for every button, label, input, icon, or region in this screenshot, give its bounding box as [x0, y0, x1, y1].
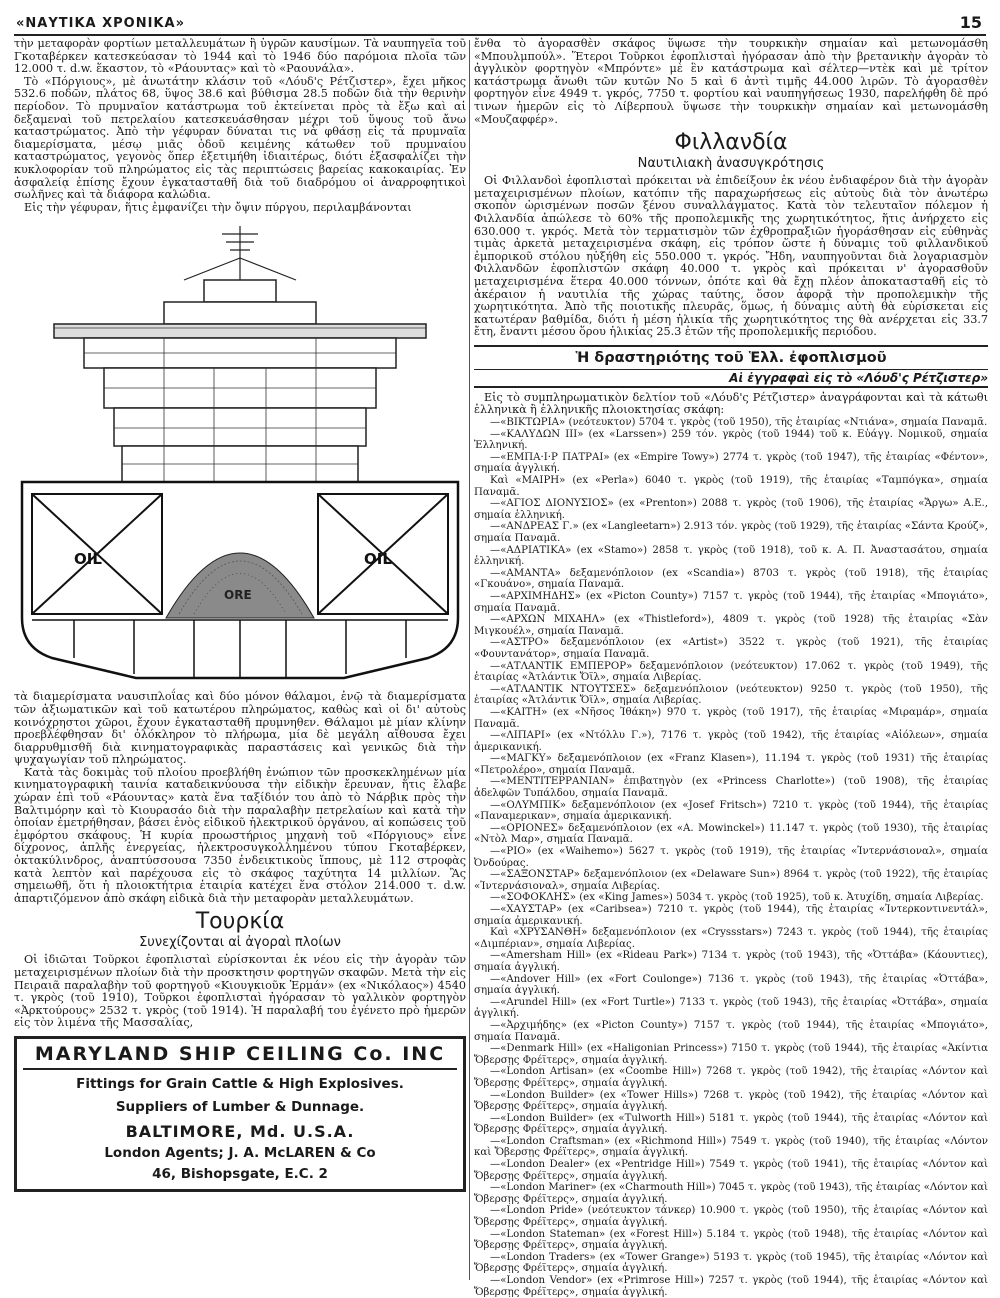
- ship-register-entry: —«ΒΙΚΤΩΡΙΑ» (νεότευκτον) 5704 τ. γκρὸς (τοῦ 1950), τῆς ἑταιρίας «Ντιάνα», σημαία Παναμᾶ.: [490, 417, 988, 429]
- ship-register-entry: —«ΚΑΙΤΗ» (ex «Νῆσος Ἰθάκη») 970 τ. γκρὸς (τοῦ 1917), τῆς ἑταιρίας «Μιραμάρ», σημαία Παναμᾶ.: [474, 706, 988, 730]
- ship-register-entry: —«ΧΑΥΣΤΑΡ» (ex «Caribsea») 7210 τ. γκρὸς (τοῦ 1944), τῆς ἑταιρίας «Ἰντερκοντινεντάλ», σημαία ἀμερικανική.: [474, 904, 988, 927]
- ship-register-entry: —«London Artisan» (ex «Coombe Hill») 7268 τ. γκρὸς (τοῦ 1942), τῆς ἑταιρίας «Λόντον καὶ Ὄβερσῃς Φρέϊτερς», σημαία ἀγγλική.: [474, 1066, 988, 1089]
- ship-register-entry: —«ΑΡΧΩΝ ΜΙΧΑΗΛ» (ex «Thistleford»), 4809 τ. γκρὸς (τοῦ 1928) τῆς ἑταιρίας «Σὰν Μιγκουέλ», σημαία Παναμᾶ.: [474, 614, 988, 637]
- ship-register-entry: —«ΟΛΥΜΠΙΚ» δεξαμενόπλοιον (ex «Josef Fritsch») 7210 τ. γκρὸς (τοῦ 1944), τῆς ἑταιρίας «Παναμερικαν», σημαία ἀμερικανική.: [474, 799, 988, 823]
- ship-register-entry: —«Amersham Hill» (ex «Rideau Park») 7134 τ. γκρὸς (τοῦ 1943), τῆς «Ὀττάβα» (Κάουντιες), σημαία ἀγγλική.: [474, 950, 988, 973]
- oil-label-left: OIL: [74, 550, 102, 569]
- ship-register-entry: —«London Builder» (ex «Tulworth Hill») 5181 τ. γκρὸς (τοῦ 1944), τῆς ἑταιρίας «Λόντον καὶ Ὄβερσῃς Φρέϊτερς», σημαία ἀγγλική.: [474, 1112, 988, 1136]
- ship-register-entry: Καὶ «ΧΡΥΣΑΝΘΗ» δεξαμενόπλοιον (ex «Cryssstars») 7243 τ. γκρὸς (τοῦ 1944), τῆς ἑταιρίας «Διμπέριαν», σημαία Λιβερίας.: [474, 927, 988, 950]
- article-paragraph: τὰ διαμερίσματα ναυσιπλοΐας καὶ δύο μόνον θάλαμοι, ἐνῷ τὰ διαμερίσματα τῶν ἀξιωματικῶν καὶ τοῦ κατωτέρου πληρώματος, καθὼς καὶ οἱ δι' αὐτοὺς κοινόχρηστοι χῶροι, ἔχουν ἐγκατασταθῆ πρυμνηθεν. Θάλαμοι μὲ μίαν κλίνην προεβλέφθησαν δι' ὁλόκληρον τὸ πλήρωμα, μία δὲ μεγάλη αἴθουσα ἔχει διαρρυθμισθῆ διὰ κινηματογραφικὰς παραστάσεις καὶ γενικῶς διὰ τὴν ψυχαγωγίαν τοῦ πληρώματος.: [14, 690, 466, 767]
- ad-address: 46, Bishopsgate, E.C. 2: [152, 1165, 328, 1182]
- ship-register-entry: —«Ἀρχιμήδης» (ex «Picton County») 7157 τ. γκρὸς (τοῦ 1944), τῆς ἑταιρίας «Μπογιάτο», σημαία Παναμᾶ.: [474, 1019, 988, 1043]
- ship-register-entry: —«PIO» (ex «Waihemo») 5627 τ. γκρὸς (τοῦ 1919), τῆς ἑταιρίας «Ἰντερνάσιοναλ», σημαία Ὀνδούρας.: [474, 846, 988, 869]
- ship-section-drawing: [14, 218, 466, 688]
- ship-register-entry: —«ΛΙΠΑΡΙ» (ex «Ντόλλυ Γ.»), 7176 τ. γκρὸς (τοῦ 1942), τῆς ἑταιρίας «Αἰόλεων», σημαία ἀμερικανική.: [474, 730, 988, 753]
- ad-company-name: MARYLAND SHIP CEILING Co. INC: [23, 1043, 457, 1070]
- ship-register-entry: —«ΑΤΛΑΝΤΙΚ ΝΤΟΥΤΣΕΣ» δεξαμενόπλοιον (νεότευκτον) 9250 τ. γκρὸς (τοῦ 1950), τῆς ἑταιρίας «Ἀτλάντικ Ὄϊλ», σημαία Λιβερίας.: [474, 683, 988, 707]
- advertisement: [14, 1036, 466, 1192]
- ship-register-entry: Καὶ «ΜΑΙΡΗ» (ex «Perla») 6040 τ. γκρὸς (τοῦ 1919), τῆς ἑταιρίας «Ταμπόγκα», σημαία Παναμᾶ.: [474, 475, 988, 498]
- article-paragraph: Οἱ ἰδιῶται Τοῦρκοι ἐφοπλισταὶ εὑρίσκονται ἐκ νέου εἰς τὴν ἀγορὰν τῶν μεταχειρισμένων πλοίων διὰ τὴν προσκτησιν φορτηγῶν σκαφῶν. Μετὰ τὴν εἰς Πειραιᾶ παραλαβὴν τοῦ φορτηγοῦ «Κιουγκιοῦκ Ἐρμάν» (ex «Νικόλαος») 4540 τ. γκρὸς (τοῦ 1910), Τοῦρκοι ἐφοπλισταὶ ἠγόρασαν τὸ γαλλικὸν φορτηγὸν «Ἀρκτούρους» 2532 τ. γκρὸς (τοῦ 1914). Ἡ παραλαβή του ἐγένετο πρὸ ἡμερῶν εἰς τὸν λιμένα τῆς Μασσαλίας,: [14, 953, 466, 1030]
- ship-register-entry: —«London Traders» (ex «Tower Grange») 5193 τ. γκρὸς (τοῦ 1945), τῆς ἑταιρίας «Λόντον καὶ Ὄβερσῃς Φρέϊτερς», σημαία ἀγγλική.: [474, 1251, 988, 1275]
- ship-register-entry: —«ΑΜΑΝΤΑ» δεξαμενόπλοιον (ex «Scandia») 8703 τ. γκρὸς (τοῦ 1918), τῆς ἑταιρίας «Γκουάνο», σημαία Παναμᾶ.: [474, 567, 988, 591]
- ship-register-entry: —«ΚΑΛΥΔΩΝ ΙΙΙ» (ex «Larssen») 259 τόν. γκρὸς (τοῦ 1944) τοῦ κ. Εὐάγγ. Νομικοῦ, σημαία Ἑλληνική.: [474, 428, 988, 452]
- article-paragraph: τὴν μεταφορὰν φορτίων μεταλλευμάτων ἢ ὑγρῶν καυσίμων. Τὰ ναυπηγεῖα τοῦ Γκοταβέρκεν κατεσκεύασαν τὸ 1944 καὶ τὸ 1946 δύο παρόμοια πλοῖα τῶν 12.000 τ. d.w. ἕκαστον, τὸ «Ράουντας» καὶ τὸ «Ραουνάλα».: [14, 37, 466, 76]
- ship-register-entry: —«ΑΣΤΡΟ» δεξαμενόπλοιον (ex «Artist») 3522 τ. γκρὸς (τοῦ 1921), τῆς ἑταιρίας «Φουντανάτορ», σημαία Παναμᾶ.: [474, 637, 988, 660]
- section-subtitle-finland: Ναυτιλιακὴ ἀνασυγκρότησις: [637, 156, 825, 172]
- ship-register-entry: —«London Pride» (νεότευκτον τάνκερ) 10.900 τ. γκρὸς (τοῦ 1950), τῆς ἑταιρίας «Λόντον καὶ Ὄβερσῃς Φρέϊτερς», σημαία ἀγγλική.: [474, 1205, 988, 1229]
- ship-register-entry: —«London Vendor» (ex «Primrose Hill») 7257 τ. γκρὸς (τοῦ 1944), τῆς ἑταιρίας «Λόντον καὶ Ὄβερσῃς Φρέϊτερς», σημαία ἀγγλική.: [474, 1275, 988, 1298]
- ore-label: ORE: [224, 588, 252, 603]
- article-paragraph: Εἰς τὴν γέφυραν, ἥτις ἐμφανίζει τὴν ὄψιν πύργου, περιλαμβάνονται: [24, 200, 412, 214]
- ship-register-entry: —«ΑΤΛΑΝΤΙΚ ΕΜΠΕΡΟΡ» δεξαμενόπλοιον (νεότευκτον) 17.062 τ. γκρὸς (τοῦ 1949), τῆς ἑταιρίας «Ἀτλάντικ Ὄϊλ», σημαία Λιβερίας.: [474, 660, 988, 684]
- article-paragraph: Οἱ Φιλλανδοὶ ἐφοπλισταὶ πρόκειται νὰ ἐπιδείξουν ἐκ νέου ἐνδιαφέρον διὰ τὴν ἀγορὰν μεταχειρισμένων πλοίων, κατόπιν τῆς παραχωρήσεως εἰς αὐτοὺς διὰ τὸν ἀνωτέρω σκοπὸν ὡρισμένων ποσῶν ξένου συναλλάγματος. Κατὰ τὸν τελευταῖον πόλεμον ἡ Φιλλανδία ἀπώλεσε τὸ 60% τῆς προπολεμικῆς της χωρητικότητος, ἥτις ἀνήρχετο εἰς 630.000 τ. γκρός. Μετὰ τὸν τερματισμὸν τῶν ἐχθροπραξιῶν ἠγοράσθησαν εἰς εὐθηνὰς τιμὰς ἀρκετὰ μεταχειρισμένα σκάφη, εἰς τρόπον ὥστε ἡ δύναμις τοῦ φιλλανδικοῦ ἐμπορικοῦ στόλου ηὐξήθη εἰς 550.000 τ. γκρός. Ἤδη, ναυπηγοῦνται διὰ λογαριασμὸν Φιλλανδῶν ἐφοπλιστῶν σκάφη 40.000 τ. γκρὸς καὶ πρόκειται ν' ἀγορασθοῦν μεταχειρισμένα ἕτερα 40.000 τόννων, ὁπότε καὶ θὰ ἔχῃ πλέον ἀποκατασταθῆ εἰς τὸ ἀκέραιον ἡ ναυτιλία τῆς χώρας ταύτης, ὅσον ἀφορᾷ τὴν προπολεμικὴν τῆς χωρητικότητα. Ἀπὸ τῆς ποιοτικῆς πλευρᾶς, ὅμως, ἡ δύναμις αὐτὴ θὰ εὑρίσκεται εἰς κατωτέραν βαθμίδα, διότι ἡ μέση ἡλικία τῆς χωρητικότητος της θὰ ανέρχεται εἰς 33.7 ἔτη, ἔναντι μέσου ὅρου ἡλικίας 25.3 ἐτῶν τῆς προπολεμικῆς περιόδου.: [474, 174, 988, 339]
- section-subtitle-turkey: Συνεχίζονται αἱ ἀγοραὶ πλοίων: [139, 935, 341, 951]
- ship-register-entry: —«ΑΝΔΡΕΑΣ Γ.» (ex «Langleetarn») 2.913 τόν. γκρὸς (τοῦ 1929), τῆς ἑταιρίας «Σάντα Κρούζ», σημαία Παναμᾶ.: [474, 521, 988, 544]
- ship-register-entry: —«London Builder» (ex «Tower Hills») 7268 τ. γκρὸς (τοῦ 1942), τῆς ἑταιρίας «Λόντον καὶ Ὄβερσῃς Φρέϊτερς», σημαία ἀγγλική.: [474, 1089, 988, 1113]
- section-title-finland: Φιλλανδία: [674, 130, 788, 156]
- ship-register-entry: —«ΜΕΝΤΙΤΕΡΡΑΝΙΑΝ» ἐπιβατηγὸν (ex «Princess Charlotte») (τοῦ 1908), τῆς ἑταιρίας ἀδελφῶν Τυπάλδου, σημαία Παναμᾶ.: [474, 776, 988, 800]
- ship-register-entry: —«ΕΜΠΑ·Ι·Ρ ΠΑΤΡΑΙ» (ex «Empire Towy») 2774 τ. γκρὸς (τοῦ 1947), τῆς ἑταιρίας «Φέντον», σημαία ἀγγλική.: [474, 451, 988, 475]
- ad-agents: London Agents; J. A. McLAREN & Co: [104, 1144, 376, 1161]
- publication-title: «ΝΑΥΤΙΚΑ ΧΡΟΝΙΚΑ»: [16, 16, 185, 31]
- mast-icon: [184, 226, 296, 288]
- article-paragraph: Εἰς τὸ συμπληρωματικὸν δελτίον τοῦ «Λόυδ'ς Ρέτζιστερ» ἀναγράφονται καὶ τὰ κάτωθι ἑλληνικὰ ἢ ἑλληνικῆς πλοιοκτησίας σκάφη:: [474, 390, 988, 417]
- article-paragraph: ἔνθα τὸ ἀγορασθὲν σκάφος ὕψωσε τὴν τουρκικὴν σημαίαν καὶ μετωνομάσθη «Μπουλμπούλ». Ἕτεροι Τοῦρκοι ἐφοπλισταὶ ἠγόρασαν ἀπὸ τὴν βρετανικὴν ἀγορὰν τὸ ἀγγλικὸν φορτηγὸν «Μπρόντε» μὲ ἓν κατάστρωμα καὶ σέλτερ—ντὲκ καὶ μὲ τρίτον κατάστρωμα ἄνωθι τῶν κυτῶν No 5 καὶ 6 ἀντὶ τιμῆς 44.000 λιρῶν. Τὸ ἀγορασθὲν φορτηγὸν εἶνε 4949 τ. γκρός, 7750 τ. φορτίου καὶ ναυπηγήσεως 1930, παρελήφθη δὲ πρό τινων ἡμερῶν εἰς τὸ Λίβερπουλ ὕψωσε τὴν τουρκικὴν σημαίαν καὶ μετωνομάσθη «Μουζαφφέρ».: [474, 37, 988, 126]
- right-column: [474, 37, 988, 1298]
- article-paragraph: Τὸ «Πόργιους», μὲ ἀνωτάτην κλάσιν τοῦ «Λόυδ'ς Ρέτζιστερ», ἔχει μῆκος 532.6 ποδῶν, πλάτος 68, ὕψος 38.6 καὶ βύθισμα 28.5 ποδῶν διὰ τὴν θερινὴν περίοδον. Τὸ πρυμναῖον κατάστρωμα τοῦ ἐκτείνεται πρὸς τὰ ἔξω καὶ αἱ δεξαμεναὶ τοῦ πετρελαίου κατεσκευάσθησαν μέχρι τοῦ ὕψους τοῦ ἄνω καταστρώματος. Ἀπὸ τὴν γέφυραν δύναται τις νὰ φθάσῃ εἰς τὰ πρυμναῖα διαμερίσματα, μέσῳ μιᾶς ὁδοῦ κειμένης κάτωθεν τοῦ πρυμναίου καταστρώματος, γεγονὸς ὅπερ ἐξετιμήθη ἰδιαιτέρως, διότι ἐξασφαλίζει τὴν κυκλοφορίαν τοῦ πληρώματος εἰς τὰς περιπτώσεις βαρείας κακοκαιρίας. Ἐν ἀσφαλείᾳ ἐπίσης ἔχουν ἐγκατασταθῆ διὰ τοῦ διαδρόμου οἱ ἀναρροφητικοὶ σωλῆνες καὶ τὰ διάφορα καλώδια.: [14, 74, 466, 202]
- ad-city: BALTIMORE, Md. U.S.A.: [125, 1121, 355, 1141]
- ship-register-entry: —«ΑΡΧΙΜΗΔΗΣ» (ex «Picton County») 7157 τ. γκρὸς (τοῦ 1944), τῆς ἑταιρίας «Μπογιάτο», σημαία Παναμᾶ.: [474, 590, 988, 614]
- ship-register-entry: —«Andover Hill» (ex «Fort Coulonge») 7136 τ. γκρὸς (τοῦ 1943), τῆς ἑταιρίας «Ὀττάβα», σημαία ἀγγλική.: [474, 973, 988, 997]
- ad-line: Fittings for Grain Cattle & High Explosives.: [76, 1075, 404, 1092]
- ship-register-entry: —«London Craftsman» (ex «Richmond Hill») 7549 τ. γκρὸς (τοῦ 1940), τῆς ἑταιρίας «Λόντον καὶ Ὄβερσῃς Φρέϊτερς», σημαία ἀγγλική.: [474, 1135, 988, 1159]
- ship-register-entry: —«ΑΔΡΙΑΤΙΚΑ» (ex «Stamo») 2858 τ. γκρὸς (τοῦ 1918), τοῦ κ. Α. Π. Ἀναστασάτου, σημαία ἑλληνική.: [474, 544, 988, 568]
- bridge-structure: [54, 280, 426, 482]
- article-paragraph: Κατὰ τὰς δοκιμὰς τοῦ πλοίου προεβλήθη ἐνώπιον τῶν προσκεκλημένων μία κινηματογραφικὴ ταινία καταδεικνύουσα τὴν εἰδικὴν ἔρευναν, ἥτις ἔλαβε χώραν ἐπὶ τοῦ «Ράουντας» κατὰ ἕνα ταξίδιόν του ἀπὸ τὸ Νάρβικ πρὸς τὴν Βαλτιμόρην καὶ τὸ Κιουρασάο διὰ τὴν παραλαβὴν πετρελαίων καὶ κατὰ τὴν ὁποίαν ἐμετρήθησαν, βάσει ἑνὸς εἰδικοῦ ἠλεκτρικοῦ ὀργάνου, αἱ κοπώσεις τοῦ ἐμφόρτου σκάφους. Ἡ κυρία προωστήριος μηχανὴ τοῦ «Πόργιους» εἶνε δίχρονος, ἁπλῆς ἐνεργείας, ἠλεκτροσυγκολλημένου τύπου Γκοταβέρκεν, ὀκτακύλινδρος, ἀναπτύσσουσα 7350 ἐνδεικτικοὺς ἵππους, μὲ 112 στροφὰς κατὰ λεπτὸν καὶ παρέχουσα εἰς τὸ σκάφος ταχύτητα 14 μιλλίων. Ἂς σημειωθῆ, ὅτι ἡ πλοιοκτήτρια ἑταιρία κατέχει ἕνα στόλον 214.000 τ. d.w. ἀπαρτιζόμενον ἀπὸ σκάφη εἰδικὰ διὰ τὴν μεταφορὰν μεταλλευμάτων.: [14, 765, 466, 905]
- ship-register-entry: —«ΑΓΙΟΣ ΔΙΟΝΥΣΙΟΣ» (ex «Prenton») 2088 τ. γκρὸς (τοῦ 1906), τῆς ἑταιρίας «Ἄργω» Α.Ε., σημαία ἑλληνική.: [474, 498, 988, 521]
- oil-label-right: OIL: [364, 550, 392, 569]
- column-divider: [469, 40, 470, 1280]
- ship-register-entry: —«London Mariner» (ex «Charmouth Hill») 7045 τ. γκρὸς (τοῦ 1943), τῆς ἑταιρίας «Λόντον καὶ Ὄβερσῃς Φρέϊτερς», σημαία ἀγγλική.: [474, 1182, 988, 1205]
- page-number: 15: [959, 13, 982, 32]
- ship-register-entry: —«ΜΑΓΚΥ» δεξαμενόπλοιον (ex «Franz Klasen»), 11.194 τ. γκρὸς (τοῦ 1931) τῆς ἑταιρίας «Πετρολέρο», σημαία Παναμᾶ.: [474, 753, 988, 776]
- ship-register-entry: —«ΣΑΞΟΝΣΤΑΡ» δεξαμενόπλοιον (ex «Delaware Sun») 8964 τ. γκρὸς (τοῦ 1922), τῆς ἑταιρίας «Ἰντερνάσιοναλ», σημαία Λιβερίας.: [474, 869, 988, 892]
- ship-register-entry: —«Arundel Hill» (ex «Fort Turtle») 7133 τ. γκρὸς (τοῦ 1943), τῆς ἑταιρίας «Ὀττάβα», σημαία ἀγγλική.: [474, 996, 988, 1020]
- ship-register-entry: —«ΣΟΦΟΚΛΗΣ» (ex «King James») 5034 τ. γκρὸς (τοῦ 1925), τοῦ κ. Ἀτυχίδη, σημαία Λιβερίας.: [490, 892, 984, 904]
- ship-register-list: [474, 417, 988, 1298]
- section-title-turkey: Τουρκία: [195, 909, 285, 935]
- left-column: [14, 38, 466, 1284]
- ship-register-entry: —«London Dealer» (ex «Pentridge Hill») 7549 τ. γκρὸς (τοῦ 1941), τῆς ἑταιρίας «Λόντον καὶ Ὄβερσῃς Φρέϊτερς», σημαία ἀγγλική.: [474, 1159, 988, 1182]
- section-title-greek-shipping: Ἡ δραστηριότης τοῦ Ἑλλ. ἐφοπλισμοῦ: [474, 345, 988, 370]
- ship-cross-section-figure: [14, 218, 466, 688]
- ship-register-entry: —«London Stateman» (ex «Forest Hill») 5.184 τ. γκρὸς (τοῦ 1948), τῆς ἑταιρίας «Λόντον καὶ Ὄβερσῃς Φρέϊτερς», σημαία ἀγγλική.: [474, 1228, 988, 1252]
- ship-register-entry: —«ΟΡΙΟΝΕΣ» δεξαμενόπλοιον (ex «A. Mowinckel») 11.147 τ. γκρὸς (τοῦ 1930), τῆς ἑταιρίας «Ντὸλ Μαρ», σημαία Παναμᾶ.: [474, 822, 988, 846]
- page-header: [14, 12, 986, 36]
- section-subtitle-greek-shipping: Αἱ ἐγγραφαὶ εἰς τὸ «Λόυδ'ς Ρέτζιστερ»: [474, 370, 988, 388]
- ship-register-entry: —«Denmark Hill» (ex «Haligonian Princess») 7150 τ. γκρὸς (τοῦ 1944), τῆς ἑταιρίας «Ἀκίντια Ὄβερσῃς Φρέϊτερς», σημαία ἀγγλική.: [474, 1043, 988, 1066]
- ad-line: Suppliers of Lumber & Dunnage.: [115, 1098, 365, 1115]
